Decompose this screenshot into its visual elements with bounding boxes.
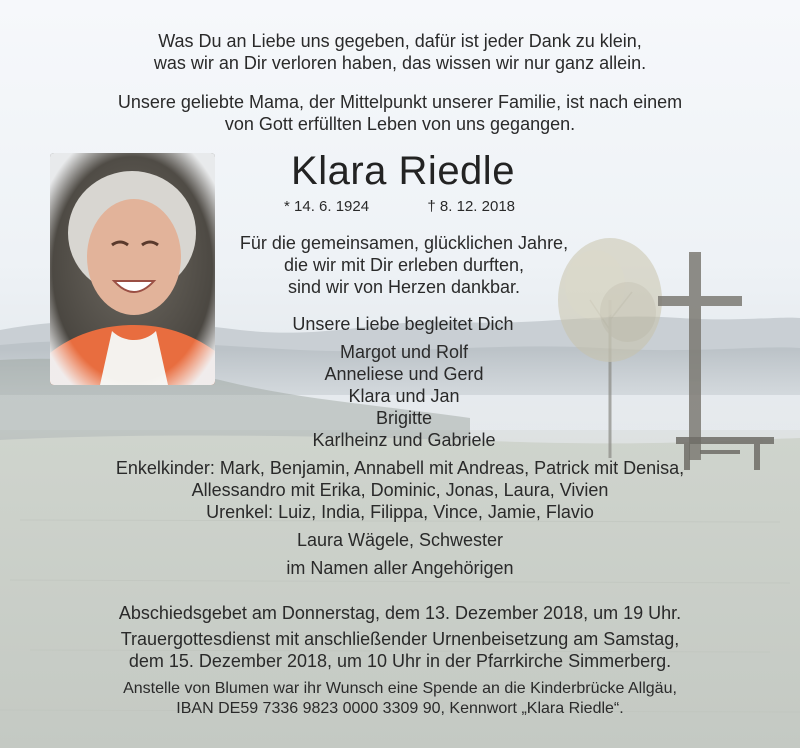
- mourner-name: Margot und Rolf: [339, 342, 469, 362]
- poem-line-2: was wir an Dir verloren haben, das wissen wir nur ganz allein.: [153, 53, 647, 73]
- poem-line-1: Was Du an Liebe uns gegeben, dafür ist jeder Dank zu klein,: [158, 31, 642, 51]
- sister-line: Laura Wägele, Schwester: [296, 530, 504, 550]
- birth-date: * 14. 6. 1924: [284, 198, 370, 215]
- donation-line-2: IBAN DE59 7336 9823 0000 3309 90, Kennwort „Klara Riedle“.: [176, 700, 624, 717]
- grandchildren-line-2: Allessandro mit Erika, Dominic, Jonas, Laura, Vivien: [191, 480, 609, 500]
- service-line-2: Trauergottesdienst mit anschließender Urnenbeisetzung am Samstag,: [120, 629, 680, 649]
- gratitude-line-3: sind wir von Herzen dankbar.: [287, 277, 521, 297]
- intro-line-2: von Gott erfüllten Leben von uns gegangen.: [224, 114, 576, 134]
- mourner-name: Karlheinz und Gabriele: [312, 430, 496, 450]
- deceased-name: Klara Riedle: [291, 149, 515, 193]
- death-date: † 8. 12. 2018: [427, 198, 515, 215]
- donation-line-1: Anstelle von Blumen war ihr Wunsch eine Spende an die Kinderbrücke Allgäu,: [123, 680, 677, 697]
- mourners-heading: Unsere Liebe begleitet Dich: [292, 314, 514, 334]
- mourner-name: Klara und Jan: [348, 386, 460, 406]
- gratitude-line-1: Für die gemeinsamen, glücklichen Jahre,: [239, 233, 569, 253]
- mourner-name: Anneliese und Gerd: [324, 364, 484, 384]
- life-dates: [284, 198, 515, 216]
- service-line-3: dem 15. Dezember 2018, um 10 Uhr in der Pfarrkirche Simmerberg.: [128, 651, 672, 671]
- great-grandchildren-line: Urenkel: Luiz, India, Filippa, Vince, Jamie, Flavio: [206, 502, 594, 522]
- grandchildren-line-1: Enkelkinder: Mark, Benjamin, Annabell mit Andreas, Patrick mit Denisa,: [115, 458, 685, 478]
- all-relatives-line: im Namen aller Angehörigen: [286, 558, 514, 578]
- mourner-name: Brigitte: [375, 408, 433, 428]
- gratitude-line-2: die wir mit Dir erleben durften,: [283, 255, 525, 275]
- service-line-1: Abschiedsgebet am Donnerstag, dem 13. Dezember 2018, um 19 Uhr.: [118, 603, 682, 623]
- intro-line-1: Unsere geliebte Mama, der Mittelpunkt unserer Familie, ist nach einem: [117, 92, 683, 112]
